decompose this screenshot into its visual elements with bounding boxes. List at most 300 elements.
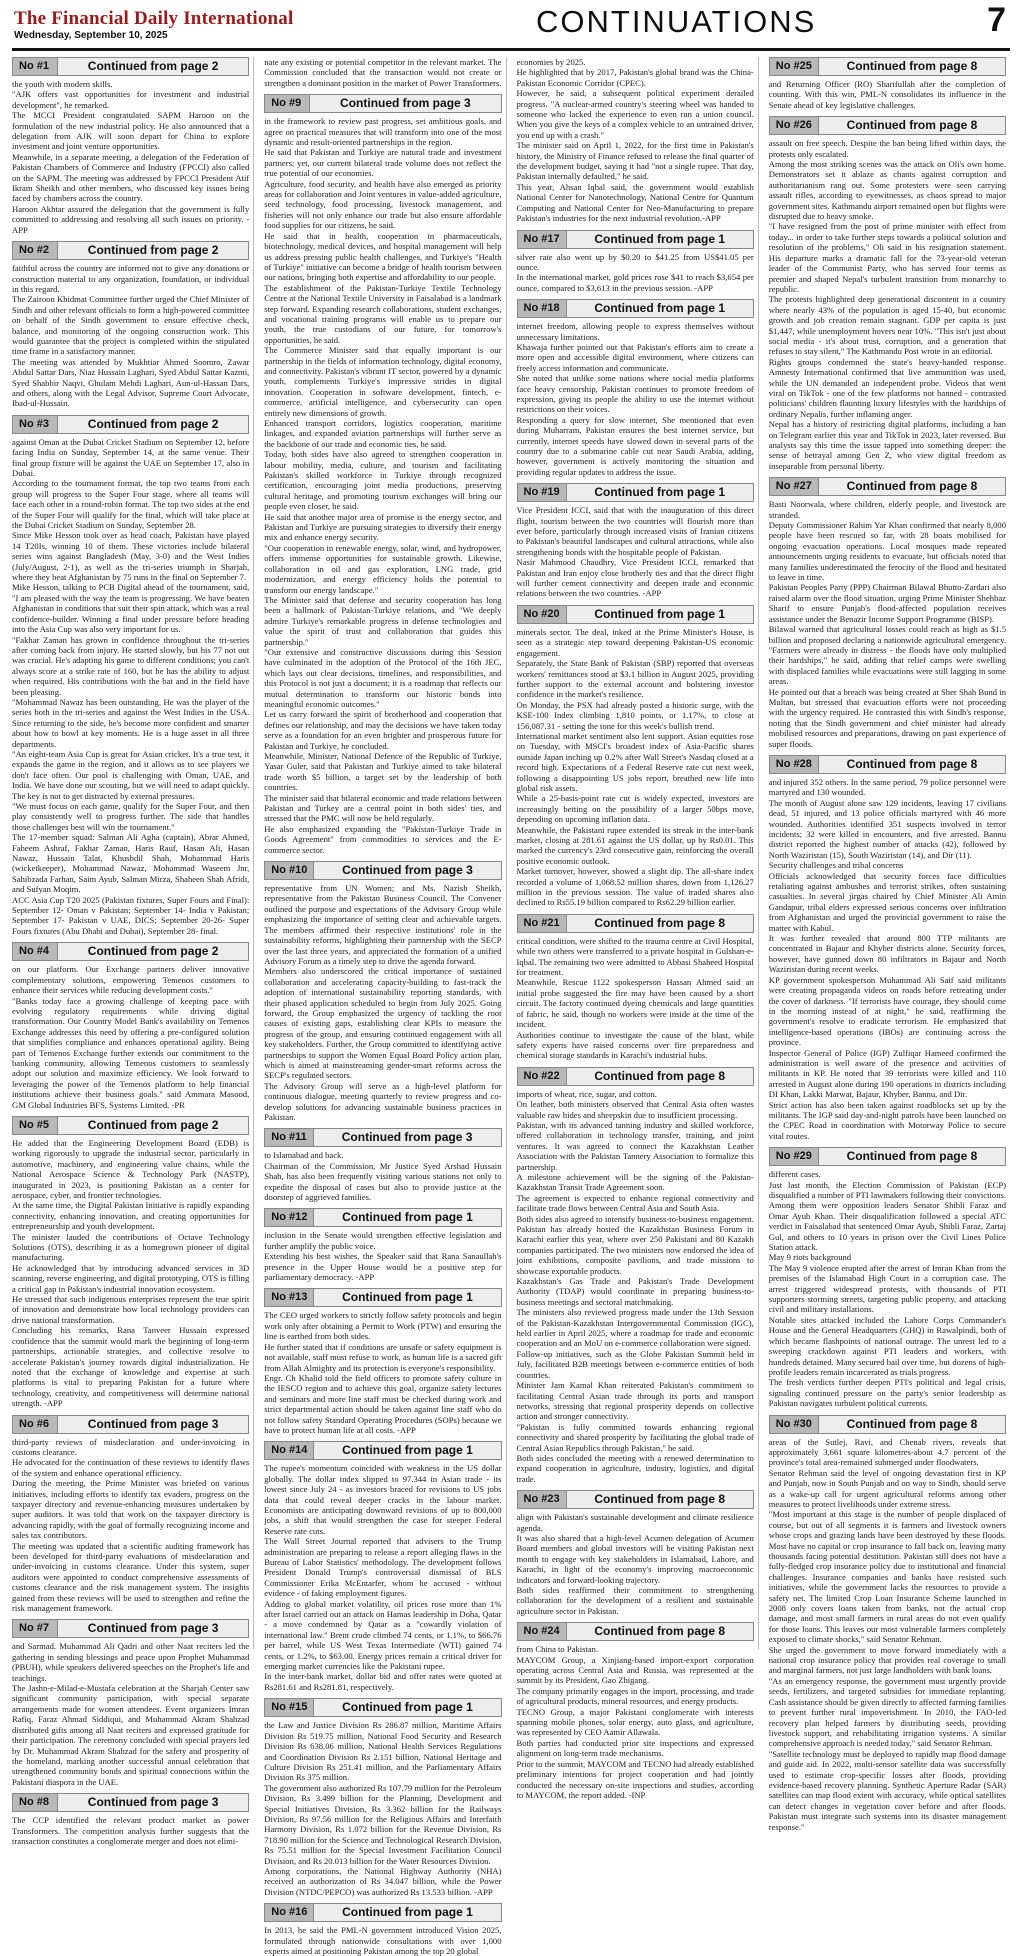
story-header <box>517 1490 754 1509</box>
continuation-story <box>517 914 754 1061</box>
story-number: No #27 <box>770 478 819 495</box>
story-paragraph: In the inter-bank market, dollar bid and offer rates were quoted at Rs281.61 and Rs281.81, respectively. <box>264 1671 502 1692</box>
story-paragraph: from China to Pakistan. <box>516 1644 599 1655</box>
story-paragraph: She noted that unlike some nations where social media platforms face heavy censorship, Pakistan continues to promote freedom of expression, giving its people the ability to use the internet without restrictions on their voices. <box>516 373 754 415</box>
story-paragraph: The protests highlighted deep generational discontent in a country where nearly 43% of the population is aged 15-40, but economic growth and job creation remain stagnant. GDP per capita is just $1,447, while unemployment hovers near 10%. "This isn't just about social media - it's about trust, corruption, and a generation that refuses to stay silent," The Kathmandu Post wrote in an editorial. <box>768 294 1006 357</box>
story-continued-label: Continued from page 8 <box>846 59 978 73</box>
story-header <box>264 861 501 880</box>
story-continued-label: Continued from page 1 <box>594 231 725 246</box>
column-3 <box>516 57 759 1800</box>
story-paragraph: Engr. Ch Khalid told the field officers to promote safety culture in the IESCO region and to achieve this goal, organize safety lectures and seminars and more line staff must be checked during work and strict departmental action should be taken against line staff who do not follow safety Standard Operating Procedures (SOPs) because we have to protect human life at all costs. -APP <box>264 1372 502 1435</box>
story-paragraph: Responding a query for slow internet, She mentioned that even during Muharram, Pakistan ensures the best internet service, but currently, internet speeds have slowed down in several parts of the country due to a submarine cable cut near Saudi Arabia, adding, however, government is actively monitoring the situation and providing regular updates to address the issue. <box>516 414 754 477</box>
story-paragraph: The meeting was attended by Mukhtiar Ahmed Soomro, Zawar Abdul Sattar Dars, Niaz Hussain Laghari, Syed Abdul Sattar Kazmi, Syed Shabbir Naqvi, Ghulam Mehdi Laghari, Aun-ul-Hassan Dars, and others, along with the Legal Advisor, Supreme Court Advocate, Ibad-ul-Hussain. <box>12 356 250 409</box>
story-paragraph: Agriculture, food security, and health have also emerged as priority areas for collaboration and Joint ventures in value-added agriculture, seed technology, food processing, livestock management, and fisheries will not only enhance our trade but also ensure affordable food supplies for our citizens, he said. <box>264 178 502 231</box>
story-header <box>517 299 754 318</box>
story-paragraph: silver rate also went up by $0.20 to $41.25 from US$41.05 per ounce. <box>516 251 754 272</box>
story-paragraph: "We must focus on each game, qualify for the Super Four, and then play consistently well to progress further. The side that handles those challenges best will win the tournament." <box>12 801 250 832</box>
story-paragraph: Both sides reaffirmed their commitment to strengthening collaboration for the development of a resilient and sustainable agriculture sector in Pakistan. <box>516 1585 754 1616</box>
story-paragraph: The meeting was updated that a scientific auditing framework has been developed for third-party evaluations of misdeclaration and under-invoicing in customs clearance. Under this system, super auditors were appointed to conduct comprehensive assessments of customs clearance and the risk management system. The insights gained from these reviews will be used to strengthen and refine the risk management framework. <box>12 1540 250 1614</box>
story-paragraph: Rights groups condemned the state's heavy-handed response. Amnesty International confirmed that live ammunition was used, while the UN demanded an independent probe. Videos that went viral on TikTok - one of the few platforms not banned - contrasted politicians' children flaunting luxury lifestyles with the hardships of ordinary Nepalis, further inflaming anger. <box>768 356 1006 419</box>
story-paragraph: minerals sector. The deal, inked at the Prime Minister's House, is seen as a strategic step toward deepening Pakistan-US economic engagement. <box>516 626 754 658</box>
story-paragraph: Just last month, the Election Commission of Pakistan (ECP) disqualified a number of PTI lawmakers following their convictions. Among them were opposition leaders Senator Shibli Faraz and Omar Ayub Khan. Their disqualification followed a special ATC verdict in Faisalabad that sentenced Omar Ayub, Shibli Faraz, Zartaj Gul, and others to 10 years in prison over the Civil Lines Police Station attack. <box>768 1179 1006 1253</box>
story-header <box>12 241 249 260</box>
story-paragraph: "I have resigned from the post of prime minister with effect from today... in order to take further steps towards a political solution and resolution of the problems," Oli said in his resignation statement. His departure marks a dramatic fall for the 73-year-old veteran leader of the Communist Party, who has served four terms as premier and shaped Nepal's turbulent transition from monarchy to republic. <box>768 221 1006 294</box>
story-paragraph: in the framework to review past progress, set ambitious goals, and agree on practical measures that will transform into one of the most dynamic and result-oriented partnerships in the region. <box>264 116 502 148</box>
story-body <box>264 1310 501 1435</box>
story-header <box>12 942 249 961</box>
story-paragraph: He acknowledged that by introducing advanced services in 3D scanning, reverse engineering, and digital prototyping, OTS is filling a critical gap in Pakistan's industrial innovation ecosystem. <box>12 1262 250 1294</box>
story-paragraph: Among the most striking scenes was the attack on Oli's own home. Demonstrators set it ablaze as chants against corruption and authoritarianism rang out. Some protesters were seen carrying assault rifles, according to eyewitnesses, as chaos spread to major government sites. Kathmandu airport remained open but flights were disrupted due to heavy smoke. <box>768 159 1006 222</box>
story-body <box>12 437 249 937</box>
continuation-story <box>264 1128 501 1202</box>
story-paragraph: ACC Asia Cup T20 2025 (Pakistan fixtures, Super Fours and Final): September 12- Oman v Pakistan; September 14- India v Pakistan; September 17- Pakistan v UAE, DICS; September 20-26- Super Fours fixtures (Abu Dhabi and Dubai), September 28- final. <box>12 894 250 936</box>
story-header <box>769 1415 1006 1434</box>
story-header <box>517 230 754 249</box>
story-body <box>264 1463 501 1692</box>
story-paragraph: Notable sites attacked included the Lahore Corps Commander's House and the General Headquarters (GHQ) in Rawalpindi, both of which became flashpoints of national outrage. The unrest led to a sweeping crackdown against PTI leaders and workers, with hundreds detained. Many secured bail over time, but dozens of high-profile leaders remain incarcerated as trials progress. <box>768 1314 1006 1377</box>
story-paragraph: Meanwhile, Rescue 1122 spokesperson Hassan Ahmed said an initial probe suggested the fire may have been caused by a short circuit. The factory continued dyeing chemicals and large quantities of fabric, he said, though no workers were inside at the time of the incident. <box>516 977 754 1030</box>
story-paragraph: Extending his best wishes, the Speaker said that Rana Sanaullah's presence in the Upper House would be a positive step for parliamentary democracy. -APP <box>264 1251 502 1283</box>
story-body <box>517 936 754 1061</box>
story-paragraph: internet freedom, allowing people to express themselves without unnecessary limitations. <box>516 321 754 342</box>
story-continued-label: Continued from page 8 <box>846 479 978 494</box>
story-paragraph: Bilawal warned that agricultural losses could reach as high as $1.5 billion and proposed declaring a nationwide agricultural emergency. "Farmers were already in distress - the floods have only multiplied their hardships," he said, adding that relief camps were swelling with displaced families while evacuations were still lagging in some areas. <box>768 624 1006 687</box>
story-paragraph: "AJK offers vast opportunities for investment and industrial development", he remarked. <box>12 89 250 110</box>
story-header <box>12 57 249 76</box>
story-header <box>517 914 754 933</box>
story-paragraph: Market turnover, however, showed a slight dip. The all-share index recorded a volume of 1,068.52 million shares, down from 1,126.27 million in the previous session. The value of traded shares also declined to Rs55.19 billion compared to Rs62.29 billion earlier. <box>516 866 754 908</box>
column-4 <box>768 57 1010 1832</box>
continuation-story <box>12 1793 249 1846</box>
story-number: No #24 <box>518 1623 567 1640</box>
story-paragraph: Basti Noorwala, where children, elderly people, and livestock are stranded. <box>768 499 1006 520</box>
story-paragraph: "Our cooperation in renewable energy, solar, wind, and hydropower, offers immense opportunities for sustainable growth. Likewise, collaboration in oil and gas exploration, LNG trade, grid modernization, and energy efficiency holds the potential to transform our energy landscape." <box>264 542 502 595</box>
story-paragraph: During the meeting, the Prime Minister was briefed on various initiatives, including efforts to identify tax evaders, progress on the taxpayer directory and revenue-enhancing measures undertaken by super auditors. It was told that work on the taxpayer directory is advancing rapidly, with the goal of formally recognizing income and sales tax contributors. <box>12 1478 250 1541</box>
story-paragraph: Mike Hesson, talking to PCB Digital ahead of the tournament, said, "I am pleased with the way the team is progressing. We have beaten Afghanistan in conditions that suit their spin attack, which was a real confidence-builder. Winning a final under pressure before heading into the Asia Cup was also very important for us. <box>12 582 250 635</box>
story-paragraph: The minister lauded the contributions of Octave Technology Solutions (OTS), describing it as a homegrown pioneer of digital manufacturing. <box>12 1231 250 1263</box>
story-paragraph: Enhanced transport corridors, logistics cooperation, maritime linkages, and expanded aviation partnerships will further serve as the backbone of our trade and economic ties, he said. <box>264 418 502 449</box>
story-number: No #28 <box>770 756 819 773</box>
story-body <box>517 252 754 294</box>
story-body <box>12 263 249 409</box>
story-paragraph: Both sides also agreed to intensify business-to-business engagement. Pakistan has already hosted the Kazakhstan Business Forum in Karachi earlier this year, where over 250 Pakistani and 80 Kazakh companies participated. The two ministers now endorsed the idea of joint exhibitions, composite pavilions, and trade missions to showcase exportable products. <box>516 1213 754 1276</box>
column-1 <box>12 57 254 1846</box>
story-continued-label: Continued from page 3 <box>340 96 471 111</box>
story-body <box>769 1169 1006 1408</box>
continuation-story <box>264 1441 501 1692</box>
story-continued-label: Continued from page 1 <box>342 1210 473 1225</box>
story-continued-label: Continued from page 8 <box>846 756 978 771</box>
story-body <box>264 1925 501 1956</box>
story-paragraph: representative from UN Women; and Ms. Nazish Sheikh, representative from the Pakistan Business Council. The Convener outlined the purpose and expectations of the Advisory Group while emphasizing the importance of setting clear and achievable targets. The members affirmed their respective institutions' role in the sustainability reforms, highlighting their partnership with the SECP over the last three years, and appreciated the formation of a unified Advisory Forum as a timely step to drive the agenda forward. <box>264 883 502 966</box>
story-paragraph: This year, Ahsan Iqbal said, the government would establish National Center for Nanotechnology, National Centre for Quantum Computing and National Center for Neo-Manufacturing to prepare Pakistan's industries for the next industrial revolution.-APP <box>516 181 754 224</box>
story-paragraph: The CEO urged workers to strictly follow safety protocols and begin work only after obtaining a Permit to Work (PTW) and ensuring the line is earthed from both sides. <box>264 1310 502 1342</box>
story-number: No #29 <box>770 1148 819 1165</box>
continuation-story <box>12 1116 249 1409</box>
continuation-story <box>12 1619 249 1787</box>
story-paragraph: different cases. <box>768 1169 821 1180</box>
continuation-story <box>264 1288 501 1435</box>
story-paragraph: Among corporations, the National Highway Authority (NHA) received an authorization of Rs 34.047 billion, while the Power Division (NTDC/PEPCO) was authorized Rs 13.533 billion. -APP <box>264 1865 502 1897</box>
story-header <box>517 483 754 502</box>
continuation-story <box>517 299 754 477</box>
continuation-story <box>264 57 501 88</box>
story-header <box>264 1128 501 1147</box>
story-paragraph: May 9 riots background <box>768 1252 852 1263</box>
story-paragraph: The minister said on April 1, 2022, for the first time in Pakistan's history, the Ministry of Finance refused to release the final quarter of the development budget, saying it had "not a single rupee. That day, Pakistan internally defaulted," he said. <box>516 140 754 182</box>
publication-date: Wednesday, September 10, 2025 <box>14 30 168 41</box>
story-continued-label: Continued from page 2 <box>87 416 219 431</box>
story-paragraph: Today, both sides have also agreed to strengthen cooperation in labour mobility, media, culture, and tourism and facilitating Pakistan's skilled workforce in Turkiye through recognized certification, encouraging joint media productions, preserving cultural heritage, and promoting tourism exchanges will bring our people even closer, he said. <box>264 449 502 512</box>
story-paragraph: He said that Pakistan and Turkiye are natural trade and investment partners; yet, our current bilateral trade volume does not reflect the true potential of our economies. <box>264 147 502 179</box>
story-number: No #30 <box>770 1416 819 1433</box>
story-paragraph: "Our extensive and constructive discussions during this Session have culminated in the adoption of the Protocol of the 16th JEC, which lays out clear decisions, timelines, and responsibilities, and this Protocol is not just a document; it is a roadmap that reflects our mutual determination to transform our historic bonds into meaningful economic outcomes." <box>264 646 502 709</box>
story-continued-label: Continued from page 1 <box>342 1290 473 1305</box>
story-body <box>12 79 249 235</box>
story-continued-label: Continued from page 1 <box>342 1905 473 1920</box>
story-number: No #11 <box>265 1129 313 1146</box>
story-body <box>517 1512 754 1616</box>
story-header <box>517 605 754 624</box>
story-paragraph: Authorities continue to investigate the cause of the blast, while safety experts have raised concerns over fire preparedness and chemical storage standards in Karachi's industrial hubs. <box>516 1029 754 1061</box>
story-continued-label: Continued from page 1 <box>342 1443 473 1458</box>
story-paragraph: The minister said that bilateral economic and trade relations between Pakistan and Turkey are a central point in both sides' ties, and stressed that the PMC will now be held regularly. <box>264 792 502 824</box>
story-paragraph: nate any existing or potential competitor in the relevant market. The Commission concluded that the transaction would not create or strengthen a dominant position in the market of Power Transformers. <box>264 57 502 88</box>
story-paragraph: He stressed that such indigenous enterprises represent the true spirit of innovation and demonstrate how local technology providers can drive national transformation. <box>12 1294 250 1325</box>
story-number: No #21 <box>518 915 567 932</box>
story-continued-label: Continued from page 1 <box>342 1700 473 1715</box>
story-paragraph: The Jashn-e-Milad-e-Mustafa celebration at the Sharjah Center saw significant community participation, with special separate arrangements made for women attendees. Event organizers Imran Rafiq, Faraz Ahmad Siddiqui, and Muhammad Akram Shahzad distributed gifts among all Naat reciters and expressed gratitude for their participation. The ceremony concluded with special prayers led by Dr. Muhammad Akram Shahzad for the safety and prosperity of the homeland, marking another successful annual celebration that strengthened community bonds and spiritual connections within the Pakistani diaspora in the UAE. <box>12 1683 250 1787</box>
story-header <box>769 57 1006 76</box>
story-paragraph: Both parties had conducted prior site inspections and expressed alignment on long-term trade mechanisms. <box>516 1737 754 1759</box>
story-paragraph: The May 9 violence erupted after the arrest of Imran Khan from the premises of the Islamabad High Court in a corruption case. The arrest triggered widespread protests, with thousands of PTI supporters storming streets, targeting public property, and attacking civil and military installations. <box>768 1262 1006 1315</box>
story-body <box>769 79 1006 110</box>
continuation-story <box>517 605 754 908</box>
story-paragraph: Inspector General of Police (IGP) Zulfiqar Hameed confirmed the administration is well aware of the presence and activities of militants in KP. He noted that 39 terrorists were killed and 110 arrested in August alone during 190 operations in districts including DI Khan, Lakki Marwat, Bajaur, Khyber, Bannu, and Dir. <box>768 1047 1006 1100</box>
story-continued-label: Continued from page 3 <box>341 1130 473 1145</box>
story-paragraph: He also emphasized expanding the "Pakistan-Turkiye Trade in Goods Agreement" from commodities to services and the E-commerce sector. <box>264 823 502 855</box>
story-paragraph: The MCCI President congratulated SAPM Haroon on the formulation of the new industrial policy. He also announced that a delegation from AJK will soon depart for China to explore investment and joint venture opportunities. <box>12 110 250 152</box>
continuation-story <box>517 1622 754 1800</box>
continuation-story <box>769 1147 1006 1408</box>
story-paragraph: the youth with modern skills. <box>12 79 113 89</box>
story-body <box>12 1437 249 1614</box>
continuation-story <box>517 1490 754 1616</box>
story-paragraph: He said that in health, cooperation in pharmaceuticals, biotechnology, medical devices, and hospital management will help us address pressing public health challenges, and Turkiye's "Health of Turkiye" initiative can become a bridge of health tourism between our nations, bringing both expertise and affordability to our people. <box>264 230 502 283</box>
story-paragraph: The ministers also reviewed progress made under the 13th Session of the Pakistan-Kazakhstan Intergovernmental Commission (IGC), held earlier in April 2025, where a roadmap for trade and economic cooperation and an MoU on e-commerce collaboration were signed. <box>516 1307 754 1349</box>
continuation-story <box>769 116 1006 471</box>
story-paragraph: Let us carry forward the spirit of brotherhood and cooperation that defines our relationship, and may the decisions we have taken today serve as a foundation for an even brighter and prosperous future for Pakistan and Turkiye, he concluded. <box>264 709 502 751</box>
story-paragraph: Deputy Commissioner Rahim Yar Khan confirmed that nearly 8,000 people have been rescued so far, with 28 boats mobilised for ongoing evacuation operations. Local mosques made repeated announcements urging residents to evacuate, but officials noted that many families underestimated the ferocity of the flood and hesitated to leave in time. <box>768 520 1006 583</box>
story-paragraph: third-party reviews of misdeclaration and under-invoicing in customs clearance. <box>12 1436 250 1457</box>
story-number: No #1 <box>13 58 58 75</box>
story-header <box>517 1067 754 1086</box>
continuation-story <box>769 1415 1006 1832</box>
story-paragraph: A milestone achievement will be the signing of the Pakistan-Kazakhstan Transit Trade Agreement soon. <box>516 1171 754 1193</box>
story-number: No #15 <box>265 1699 314 1716</box>
story-paragraph: Khawaja further pointed out that Pakistan's efforts aim to create a more open and accessible digital environment, where citizens can freely access information and communicate. <box>516 341 754 373</box>
story-paragraph: It was further revealed that around 800 TTP militants are concentrated in Bajaur and Khyber districts alone. Security forces, however, have gunned down 80 infiltrators in Bajaur and North Waziristan during recent weeks. <box>768 933 1006 975</box>
story-paragraph: to Islamabad and back. <box>264 1150 344 1161</box>
story-number: No #18 <box>518 300 567 317</box>
story-paragraph: Adding to global market volatility, oil prices rose more than 1% after Israel carried out an attack on Hamas leadership in Doha, Qatar - a move condemned by Qatar as a "cowardly violation of international law." Brent crude climbed 74 cents, or 1.1%, to $66.76 per barrel, while US West Texas Intermediate (WTI) gained 74 cents, or 1.2%, to $63.00. Energy prices remain a critical driver for emerging market currencies like the Pakistani rupee. <box>264 1598 502 1672</box>
story-paragraph: According to the tournament format, the top two teams from each group will progress to the Super Four stage, where all teams will face each other in a round-robin format. The top two sides at the end of the Super Four will qualify for the final, which will take place at the Dubai Cricket Stadium on Sunday, September 28. <box>12 478 250 531</box>
column-2 <box>264 57 506 1956</box>
story-continued-label: Continued from page 8 <box>846 1149 978 1164</box>
story-paragraph: on our platform. Our Exchange partners deliver innovative complementary solutions, empowering Temenos customers to enhance their services while reducing development costs." <box>12 964 250 996</box>
story-continued-label: Continued from page 8 <box>846 1416 978 1431</box>
story-body <box>517 627 754 908</box>
story-paragraph: economies by 2025. <box>516 57 586 67</box>
story-paragraph: "Satellite technology must be deployed to rapidly map flood damage and guide aid. In 2022, multi-sensor satellite data was successfully used to estimate crop-specific losses after floods, providing evidence-based recovery planning. Synthetic Aperture Radar (SAR) satellites can map flood extent with accuracy, while optical satellites can detect changes in vegetation cover before and after floods. Pakistan must integrate such systems into its disaster management response." <box>768 1748 1006 1832</box>
story-paragraph: "Fakhar Zaman has grown in confidence throughout the tri-series after coming back from injury. He started slowly, but his 77 not out was crucial. He's adapting his game to different conditions; you can't always score at a strike rate of 160, but he has the ability to adjust when required. His contributions with the bat and in the field have been pleasing. <box>12 634 250 697</box>
story-header <box>769 1147 1006 1166</box>
story-paragraph: Senator Rehman said the level of ongoing devastation first in KP and Punjab, now in South Punjab and on way to Sindh, should serve as a wake-up call for urgent agricultural reforms among other measures to protect livelihoods under extreme stress. <box>768 1467 1006 1509</box>
story-paragraph: She urged the government to move forward immediately with a national crop insurance policy that provides real coverage to small and marginal farmers, not just large landholders with bank loans. <box>768 1644 1006 1676</box>
story-paragraph: The establishment of the Pakistan-Turkiye Textile Technology Centre at the National Textile University in Faisalabad is a landmark step forward. Expanding research collaborations, student exchanges, and vocational training programs will enable us to prepare our youth, the true custodians of our future, for tomorrow's opportunities, he said. <box>264 282 502 345</box>
story-paragraph: Separately, the State Bank of Pakistan (SBP) reported that overseas workers' remittances stood at $3.1 billion in August 2025, providing further support to the external account and bolstering investor confidence in the market's resilience. <box>516 658 754 700</box>
story-continued-label: Continued from page 2 <box>87 944 219 959</box>
article-columns <box>0 51 1022 1956</box>
story-header <box>12 1116 249 1135</box>
story-paragraph: "Mohammad Nawaz has been outstanding. He was the player of the series both in the tri-series and against the West Indies in the USA. Since returning to the side, he's become more confident and smarter about how to bowl at key moments. He is a huge asset in all three departments. <box>12 696 250 749</box>
story-paragraph: Pakistan Peoples Party (PPP) Chairman Bilawal Bhutto-Zardari also raised alarm over the flood situation, urging Prime Minister Shehbaz Sharif to ensure Punjab's flood-affected population receives assistance under the Benazir Income Support Programme (BISP). <box>768 582 1006 624</box>
story-paragraph: inclusion in the Senate would strengthen effective legislation and further amplify the public voice. <box>264 1230 502 1251</box>
story-paragraph: Kazakhstan's Gas Trade and Pakistan's Trade Development Authority (TDAP) would coordinate in preparing business-to-business meetings and sectoral matchmaking. <box>516 1276 754 1307</box>
story-paragraph: TECNO Group, a major Pakistani conglomerate with interests spanning mobile phones, solar energy, auto glass, and agriculture, was represented by CEO Aamir Allawala. <box>516 1706 754 1738</box>
continuation-story <box>12 57 249 235</box>
story-continued-label: Continued from page 1 <box>594 301 725 316</box>
page-number: 7 <box>987 1 1006 39</box>
story-continued-label: Continued from page 8 <box>846 118 978 133</box>
story-paragraph: "Banks today face a growing challenge of keeping pace with evolving regulatory requirements while driving digital transformation. Our Country Model Bank's availability on Temenos Exchange addresses this need by offering a pre-configured solution that simplifies compliance and enhances operational agility. Being part of Temenos Exchange further extends our commitment to the banking community, allowing Temenos customers to seamlessly adopt our solution and maximize efficiency. We look forward to leveraging the power of the Temenos platform to help financial institutions achieve their business goals." said Ammara Masood, GM Global Industries BFS, Systems Limited. -PR <box>12 995 250 1110</box>
story-header <box>769 755 1006 774</box>
newspaper-brand: The Financial Daily International <box>14 8 294 29</box>
story-continued-label: Continued from page 2 <box>87 59 219 73</box>
story-paragraph: He further stated that if conditions are unsafe or safety equipment is not available, staff must refuse to work, as human life is a sacred gift from Allah Almighty and its protection is everyone's responsibility. <box>264 1341 502 1373</box>
story-paragraph: Security challenges and tribal concerns <box>768 860 904 871</box>
story-number: No #23 <box>518 1491 567 1508</box>
continuation-story <box>264 861 501 1122</box>
story-paragraph: against Oman at the Dubai Cricket Stadium on September 12, before facing India on Sunday, September 14, at the same venue. Their final group fixture will be against the UAE on September 17, also in Dubai. <box>12 436 250 478</box>
story-number: No #7 <box>13 1620 58 1637</box>
story-paragraph: the Law and Justice Division Rs 286.87 million, Maritime Affairs Division Rs 519.75 million, National Food Security and Research Division Rs 638.06 million, National Health Services Regulations and Coordination Division Rs 2.151 billion, National Heritage and Culture Division Rs 251.41 million, and the Parliamentary Affairs Division Rs 375 million. <box>264 1720 502 1783</box>
story-body <box>769 1437 1006 1832</box>
story-paragraph: and Sarmad. Muhammad Ali Qadri and other Naat reciters led the gathering in sending blessings and peace upon Prophet Muhammad (PBUH), while speakers delivered speeches on the Prophet's life and teachings. <box>12 1641 250 1683</box>
story-body <box>769 499 1006 749</box>
story-continued-label: Continued from page 8 <box>594 1068 725 1083</box>
story-continued-label: Continued from page 8 <box>594 1492 725 1507</box>
story-body <box>517 1644 754 1800</box>
story-paragraph: Both sides concluded the meeting with a renewed determination to expand cooperation in agriculture, industry, logistics, and digital trade. <box>516 1452 754 1484</box>
story-paragraph: The agreement is expected to enhance regional connectivity and facilitate trade flows between Central Asia and South Asia. <box>516 1192 754 1214</box>
story-number: No #19 <box>518 484 567 501</box>
story-continued-label: Continued from page 1 <box>594 485 725 500</box>
story-paragraph: Meanwhile, the Pakistani rupee extended its streak in the inter-bank market, closing at 281.61 against the US dollar, up by Rs0.01. This marked the currency's 23rd consecutive gain, reinforcing the overall positive economic outlook. <box>516 824 754 866</box>
story-number: No #3 <box>13 416 58 433</box>
story-paragraph: Nepal has a history of restricting digital platforms, including a ban on Telegram earlier this year and TikTok in 2023, later reversed. But analysts say this time the issue tapped into something deeper: the sense of betrayal among Gen Z, who view digital freedom as inseparable from personal liberty. <box>768 419 1006 471</box>
story-number: No #17 <box>518 231 567 248</box>
story-body <box>517 1089 754 1484</box>
story-paragraph: He pointed out that a breach was being created at Sher Shah Bund in Multan, but stressed that evacuation efforts were not proceeding with the urgency required. He contrasted this with Sindh's response, noting that the Sindh government and chief minister had already mobilised resources and preparations, drawing on past experience of super floods. <box>768 686 1006 749</box>
story-header <box>264 1208 501 1227</box>
story-paragraph: Since Mike Hesson took over as head coach, Pakistan have played 14 T20Is, winning 10 of them. These victories include bilateral series wins against Bangladesh (May, 3-0) and the West Indies (July/August, 2-1), as well as the tri-series triumph in Sharjah, where they beat Afghanistan by 75 runs in the final on September 7. <box>12 530 250 583</box>
story-header <box>12 1793 249 1812</box>
story-paragraph: Chairman of the Commission, Mr Justice Syed Arshad Hussain Shah, has also been frequently visiting various stations not only to expedite the disposal of cases but also to provide justice at the doorstep of aggrieved families. <box>264 1160 502 1203</box>
story-paragraph: The Wall Street Journal reported that advisers to the Trump administration are preparing to release a report alleging flaws in the Bureau of Labor Statistics' methodology. The development follows President Donald Trump's controversial dismissal of BLS Commissioner Erika McEntarfer, whom he accused - without evidence - of faking employment figures. <box>264 1536 502 1599</box>
story-paragraph: Strict action has also been taken against roadblocks set up by the militants. The IGP said day-and-night patrols have been launched on the CPEC Road in coordination with Motorway Police to secure vital routes. <box>768 1099 1006 1141</box>
story-continued-label: Continued from page 3 <box>342 863 473 878</box>
story-paragraph: critical condition, were shifted to the trauma centre at Civil Hospital, while two others were transferred to a private hospital in Gulshan-e-Iqbal. The remaining two were admitted to Abbasi Shaheed Hospital for treatment. <box>516 935 754 978</box>
story-paragraph: International market sentiment also lent support. Asian equities rose on Tuesday, with MSCI's broadest index of Asia-Pacific shares outside Japan inching up 0.2% after Wall Street's Nasdaq closed at a record high. Expectations of a Federal Reserve rate cut next week, following a disappointing US jobs report, breathed new life into global risk assets. <box>516 730 754 793</box>
story-continued-label: Continued from page 2 <box>87 243 219 258</box>
story-paragraph: and injured 352 others. In the same period, 79 police personnel were martyred and 130 wounded. <box>768 776 1006 798</box>
story-paragraph: The company primarily engages in the import, processing, and trade of agricultural products, mineral resources, and energy products. <box>516 1685 754 1707</box>
story-paragraph: The 17-member squad: Salman Ali Agha (captain), Abrar Ahmed, Faheem Ashraf, Fakhar Zaman, Haris Rauf, Hasan Ali, Hasan Nawaz, Hussain Talat, Khushdil Shah, Mohammad Haris (wicketkeeper), Mohammad Nawaz, Mohammad Waseem Jnr, Sahibzada Farhan, Saim Ayub, Salman Mirza, Shaheen Shah Afridi, and Sufyan Moqim. <box>12 832 250 895</box>
story-header <box>12 1619 249 1638</box>
story-paragraph: The government also authorized Rs 107.79 million for the Petroleum Division, Rs 3.499 billion for the Planning, Development and Special Initiatives Division, Rs 3.362 billion for the Railways Division, Rs 97.56 million for the Religious Affairs and Interfaith Harmony Division, Rs 1.072 billion for the Revenue Division, Rs 718.90 million for the Science and Technological Research Division, Rs 75.51 million for the Special Investment Facilitation Council Division, and Rs 20.013 billion for the Water Resources Division. <box>264 1782 502 1866</box>
story-paragraph: Minister Jam Kamal Khan reiterated Pakistan's commitment to facilitating Central Asian trade through its ports and transport networks, stressing that regional prosperity depends on collective action and stronger connectivity. <box>516 1380 754 1422</box>
story-paragraph: Meanwhile, in a separate meeting, a delegation of the Federation of Pakistan Chambers of Commerce and Industry (FPCCI) also called on the SAPM. The meeting was addressed by FPCCI President Atif Ikram Sheikh and other members, who discussed key issues being faced by chambers across the country. <box>12 151 250 204</box>
story-paragraph: The Minister said that defense and security cooperation has long been a hallmark of Pakistan-Turkiye relations, and "We deeply admire Turkiye's remarkable progress in defense technologies and value the spirit of trust and collaboration that guides this partnership." <box>264 594 502 647</box>
continuation-story <box>517 483 754 599</box>
story-body <box>12 964 249 1110</box>
story-paragraph: The rupee's momentum coincided with weakness in the US dollar globally. The dollar index slipped to 97.344 in Asian trade - its lowest since July 24 - as investors braced for revisions to US jobs data that could reveal deeper cracks in the labour market. Economists are anticipating downward revisions of up to 800,000 jobs, a shift that would strengthen the case for steeper Federal Reserve rate cuts. <box>264 1463 502 1536</box>
story-paragraph: "An eight-team Asia Cup is great for Asian cricket. It's a true test, it expands the game in the region, and it allows us to see players we don't face often. Our pool is challenging with Oman, UAE, and India. We have done our scouting, but we will need to adapt quickly. The key is not to get distracted by external pressures. <box>12 748 250 801</box>
story-body <box>517 321 754 477</box>
story-body <box>12 1641 249 1787</box>
continuation-story <box>769 477 1006 749</box>
story-body <box>264 883 501 1122</box>
story-paragraph: "As an emergency response, the government must urgently provide seeds, fertilizers, and targeted subsidies for immediate replanting. Cash assistance should be given directly to affected farming families to prevent further rural impoverishment. In 2010, the FAO-led recovery plan helped farmers by distributing seeds, providing livestock support, and rehabilitating irrigation systems. A similar comprehensive approach is needed today," said Senator Rehman. <box>768 1675 1006 1749</box>
continuation-story <box>264 1208 501 1282</box>
story-paragraph: The Zairoon Khidmat Committee further urged the Chief Minister of Sindh and other relevant officials to form a high-powered committee on behalf of the Sindh government to ensure effective check, balance, and monitoring of the ongoing construction work. This would guarantee that the project is completed within the stipulated time frame in a satisfactory manner. <box>12 294 250 357</box>
story-header <box>769 477 1006 496</box>
story-continued-label: Continued from page 8 <box>594 1624 725 1639</box>
continuation-story <box>264 1903 501 1956</box>
section-title: CONTINUATIONS <box>536 4 817 39</box>
story-paragraph: In 2013, he said the PML-N government introduced Vision 2025, formulated through nationwide consultations with over 1,000 experts aimed at positioning Pakistan among the top 20 global <box>264 1925 502 1956</box>
story-paragraph: Meanwhile, Minister, National Defence of the Republic of Turkiye, Yasar Guler, said that Pakistan and Turkiye aimed to take bilateral trade worth $5 billion, a target set by the leadership of both countries. <box>264 751 502 793</box>
continuation-story <box>517 230 754 294</box>
continuation-story <box>769 755 1006 1141</box>
story-paragraph: Pakistan, with its advanced tanning industry and skilled workforce, offered collaboration in technology transfer, training, and joint ventures. It was agreed to connect the Kazakhstan Leather Association with the Pakistan Tannery Association to formalize this partnership. <box>516 1119 754 1172</box>
story-body <box>264 116 501 855</box>
continuation-story <box>769 57 1006 110</box>
continuation-story <box>264 94 501 855</box>
story-paragraph: The fresh verdicts further deepen PTI's political and legal crisis, signaling continued pressure on the party's senior leadership as Pakistan navigates turbulent political currents. <box>768 1377 1006 1409</box>
story-number: No #4 <box>13 943 58 960</box>
story-paragraph: At the same time, the Digital Pakistan Initiative is rapidly expanding connectivity, enhancing innovation, and creating opportunities for entrepreneurship and youth development. <box>12 1200 250 1232</box>
story-body <box>264 57 501 88</box>
story-paragraph: The month of August alone saw 129 incidents, leaving 17 civilians dead, 51 injured, and 13 police officials martyred with 46 more wounded. Authorities identified 351 suspects involved in terror incidents; 32 were killed in encounters, and five arrested. Bannu district reported the highest number of attacks (42), followed by North Waziristan (15), South Waziristan (14), and Dir (11). <box>768 797 1006 860</box>
story-number: No #20 <box>518 606 567 623</box>
story-paragraph: "Pakistan is fully committed towards enhancing regional connectivity and shared prosperity by facilitating the global trade of Central Asian Republics through Pakistan," he said. <box>516 1421 754 1453</box>
story-paragraph: KP government spokesperson Muhammad Ali Saif said militants were creating propaganda videos on roads before retreating under the cover of darkness. "If terrorists have courage, they should come in the morning instead of at night," he said, reaffirming the government's resolve to eradicate terrorism. He emphasized that intelligence-based operations (IBOs) are continuing across the province. <box>768 974 1006 1048</box>
story-body <box>264 1720 501 1897</box>
story-header <box>517 1622 754 1641</box>
story-header <box>12 1415 249 1434</box>
story-number: No #10 <box>265 862 314 879</box>
story-header <box>769 116 1006 135</box>
story-paragraph: Prior to the summit, MAYCOM and TECNO had already established preliminary intentions for project cooperation and had jointly conducted the necessary on-site inspections and studies, according to MAYCOM, the report added. -INP <box>516 1758 754 1800</box>
story-paragraph: However, he said, a subsequent political experiment derailed progress. "A nuclear-armed country's steering wheel was handed to someone who lacked the experience to even run a union council. When you give the keys of a complex vehicle to an untrained driver, you end up with a crash." <box>516 88 754 140</box>
story-paragraph: He added that the Engineering Development Board (EDB) is working rigorously to upgrade the industrial sector, particularly in automotive, machinery, and engineering value chains, while the National Aerospace Science & Technology Park (NASTP), inaugurated in 2023, is positioning Pakistan as a center for aerospace, cyber, and frontier technologies. <box>12 1137 250 1200</box>
story-continued-label: Continued from page 8 <box>594 915 725 930</box>
story-number: No #25 <box>770 58 819 75</box>
story-paragraph: It was also shared that a high-level Acumen delegation of Acumen Board members and global investors will be visiting Pakistan next month to engage with key stakeholders in Islamabad, Lahore, and Karachi, in light of the economy's improving macroeconomic indicators and forward-looking trajectory. <box>516 1532 754 1585</box>
story-paragraph: faithful across the country are informed not to give any donations or construction material to any organization, foundation, or individual in this regard. <box>12 263 250 294</box>
story-body <box>12 1138 249 1409</box>
story-header <box>12 415 249 434</box>
story-paragraph: He said that another major area of promise is the energy sector, and Pakistan and Turkiye are pursuing strategies to diversify their energy mix and enhance energy security. <box>264 511 502 543</box>
story-header <box>264 1903 501 1922</box>
story-body <box>769 777 1006 1141</box>
story-number: No #2 <box>13 242 58 259</box>
story-paragraph: Follow-up initiatives, such as the Globe Pakistan Summit held in July, facilitated B2B meetings between e-commerce entities of both countries. <box>516 1348 754 1380</box>
story-paragraph: areas of the Sutlej, Ravi, and Chenab rivers, reveals that approximately 3,661 square kilometres-about 4.7 percent of the province's total area-remained submerged under floodwaters. <box>768 1436 1006 1468</box>
story-header <box>264 1698 501 1717</box>
story-paragraph: Nasir Mahmood Chaudhry, Vice President ICCI, remarked that Pakistan and Iran enjoy close brotherly ties and that the direct flight will further cement connectivity and deepen trade and economic relations between the two countries. -APP <box>516 557 754 599</box>
story-number: No #5 <box>13 1117 58 1134</box>
continuation-story <box>264 1698 501 1897</box>
story-paragraph: assault on free speech. Despite the ban being lifted within days, the protests only escalated. <box>768 138 1006 159</box>
story-continued-label: Continued from page 1 <box>594 606 725 621</box>
story-paragraph: On leather, both ministers observed that Central Asia often wastes valuable raw hides and sheepskin due to insufficient processing. <box>516 1099 754 1120</box>
story-number: No #8 <box>13 1794 58 1811</box>
continuation-story <box>517 1067 754 1484</box>
story-body <box>264 1150 501 1202</box>
story-body <box>517 57 754 224</box>
story-paragraph: and Returning Officer (RO) Sharifullah after the completion of counting. With this win, PML-N consolidates its influence in the Senate ahead of key legislative challenges. <box>768 79 1006 110</box>
story-continued-label: Continued from page 2 <box>87 1117 219 1132</box>
story-paragraph: On Monday, the PSX had already posted a historic surge, with the KSE-100 Index climbing 1,810 points, or 1.17%, to close at 156,087.31 - setting the tone for this week's bullish trend. <box>516 699 754 731</box>
story-paragraph: The Commerce Minister said that equally important is our partnership in the fields of information technology, digital economy, and connectivity. Pakistan's vibrant IT sector, powered by a dynamic youth, complements Turkiye's impressive strides in digital innovation. Cooperation in software development, fintech, e-commerce, artificial intelligence, and cybersecurity can open entirely new dimensions of growth. <box>264 345 502 418</box>
story-paragraph: Haroon Akhtar assured the delegation that the government is fully committed to addressing and resolving all such issues on priority. -APP <box>12 203 250 235</box>
story-number: No #22 <box>518 1068 567 1085</box>
story-body <box>517 505 754 599</box>
story-paragraph: Vice President ICCI, said that with the inauguration of this direct flight, tourism between the two countries will flourish more than ever before, particularly through increased visits of Iranian citizens to Pakistan's beautiful landscapes and cultural attractions, while also strengthening bonds with the hospitable people of Pakistan. <box>516 505 754 557</box>
continuation-story <box>517 57 754 224</box>
story-paragraph: He highlighted that by 2017, Pakistan's global brand was the China-Pakistan Economic Corridor (CPEC). <box>516 67 754 88</box>
story-number: No #26 <box>770 117 819 134</box>
story-paragraph: MAYCOM Group, a Xinjiang-based import-export corporation operating across Central Asia and Russia, was represented at the summit by its President, Gao Zhigang. <box>516 1654 754 1686</box>
story-paragraph: Concluding his remarks, Rana Tanveer Hussain expressed confidence that the summit would mark the beginning of long-term partnerships, actionable strategies, and collective resolve to accelerate Pakistan's journey towards digital industrialization. He noted that the exchange of knowledge and expertise at such platforms is vital to preparing Pakistan for a future where technology, creativity, and competitiveness will determine national strength. -APP <box>12 1325 250 1409</box>
continuation-story <box>12 1415 249 1614</box>
story-body <box>264 1230 501 1282</box>
story-header <box>264 1441 501 1460</box>
story-paragraph: While a 25-basis-point rate cut is widely expected, investors are increasingly betting on the possibility of a larger 50bps move, depending on upcoming inflation data. <box>516 793 754 825</box>
story-paragraph: Officials acknowledged that security forces face difficulties retaliating against ambushes and terrorist strikes, often sustaining casualties. In several jirgas chaired by Chief Minister Ali Amin Gandapur, tribal elders expressed serious concerns over infiltration from Afghanistan and urged the provincial government to raise the matter with Kabul. <box>768 870 1006 933</box>
story-paragraph: "Most important at this stage is the number of people displaced of course, but out of all segments it is farmers and livestock owners whose crops and grazing lands have been destroyed by these floods. Most have no capital or crop insurance to fall back on, leaving many thousands facing potential destitution. Pakistan still does not have a fully-fledged crop insurance policy due to institutional and financial challenges. Insurance companies and banks have resisted such initiatives, while the government lacks the resources to provide a safety net. The limited Crop Loan Insurance Scheme launched in 2008 only covers loans taken from banks, not the actual crop damage, and most small farmers in rural areas do not even qualify for those loans. This leaves our most vulnerable farmers completely exposed to climate shocks," said Senator Rehman. <box>768 1509 1006 1645</box>
story-header <box>264 94 501 113</box>
story-paragraph: Members also underscored the critical importance of sustained collaboration and accelerating capacity-building to fast-track the adoption of international sustainability reporting standards, with their phased application scheduled to begin from July 2025. Going forward, the Group emphasized the urgency of tackling the root causes of existing gaps, establishing clear KPIs to measure the progress of the group, and ensuring continued engagement with all key stakeholders. Further, the Group committed to identifying active partnerships to support the Women Equal Board Policy action plan, which is aimed at mainstreaming gender-smart reforms across the SECP's regulated sectors. <box>264 966 502 1081</box>
story-number: No #16 <box>265 1904 314 1921</box>
story-body <box>769 138 1006 471</box>
continuation-story <box>12 241 249 409</box>
story-number: No #9 <box>265 95 310 112</box>
story-paragraph: The CCP identified the relevant product market as power Transformers. The competition analysis further suggests that the transaction constitutes a conglomerate merger and does not elimi- <box>12 1815 250 1846</box>
story-number: No #14 <box>265 1442 314 1459</box>
story-paragraph: align with Pakistan's sustainable development and climate resilience agenda. <box>516 1512 754 1533</box>
story-paragraph: The Advisory Group will serve as a high-level platform for continuous dialogue, meeting quarterly to review progress and co-develop solutions for advancing sustainable business practices in Pakistan. <box>264 1080 502 1122</box>
story-number: No #6 <box>13 1416 58 1433</box>
story-body <box>12 1815 249 1846</box>
story-number: No #12 <box>265 1209 314 1226</box>
story-header <box>264 1288 501 1307</box>
story-paragraph: imports of wheat, rice, sugar, and cotton. <box>516 1088 657 1099</box>
story-number: No #13 <box>265 1289 314 1306</box>
